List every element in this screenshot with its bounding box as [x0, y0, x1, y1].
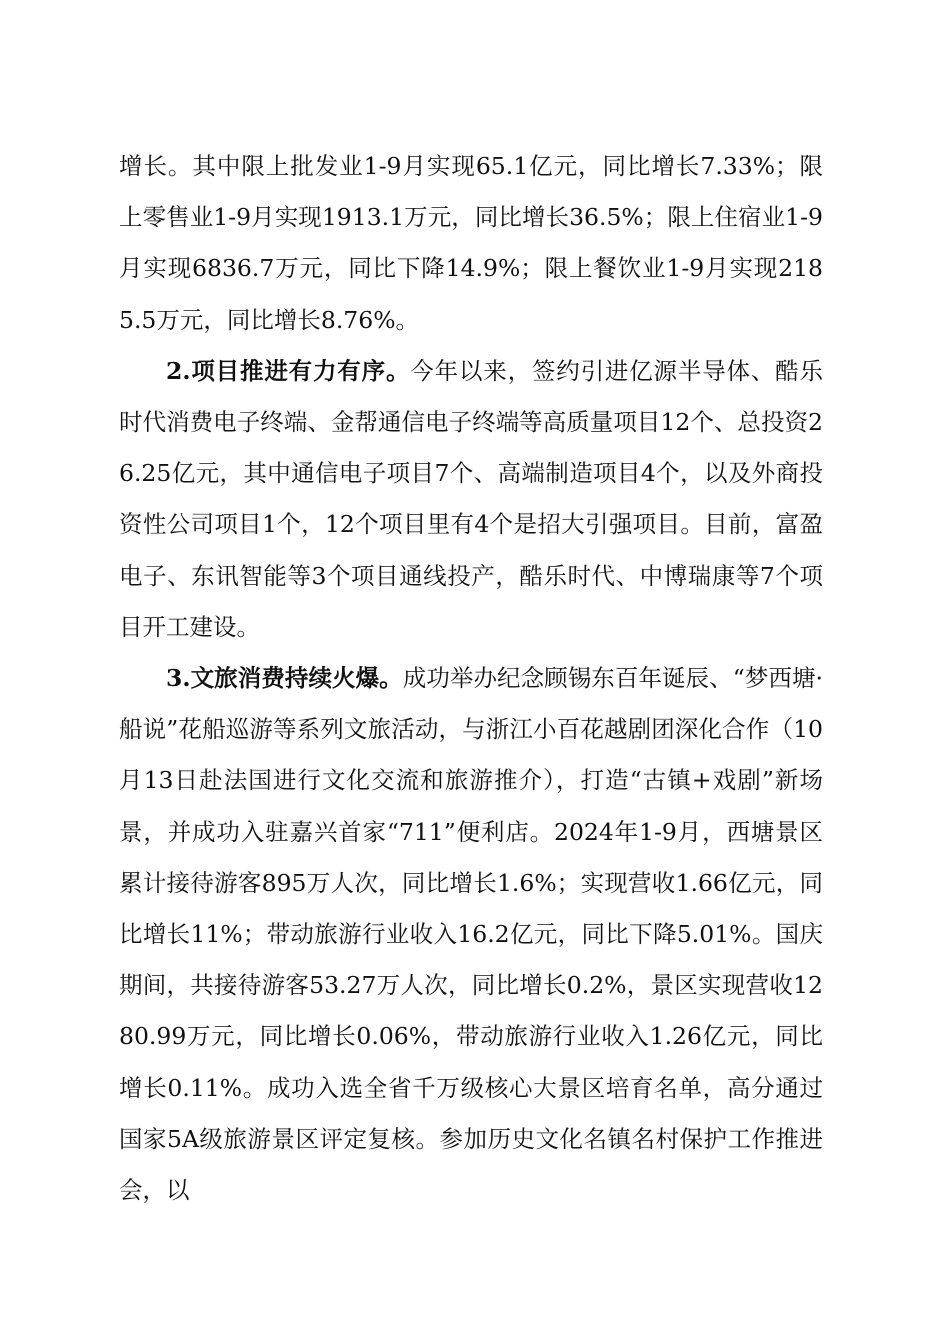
paragraph-text: 增长。其中限上批发业1-9月实现65.1亿元，同比增长7.33%；限上零售业1-9月实现1913.1万元，同比增长36.5%；限上住宿业1-9月实现6836.7万元，同比下降14.9%；限上餐饮业1-9月实现2185.5万元，同比增长8.76%。 [119, 152, 823, 334]
section-heading: 2.项目推进有力有序。 [166, 356, 411, 385]
paragraph-tourism [119, 653, 823, 1216]
paragraph-retail-growth [119, 141, 823, 346]
paragraph-text: 今年以来，签约引进亿源半导体、酷乐时代消费电子终端、金帮通信电子终端等高质量项目12个、总投资26.25亿元，其中通信电子项目7个、高端制造项目4个，以及外商投资性公司项目1个，12个项目里有4个是招大引强项目。目前，富盈电子、东讯智能等3个项目通线投产，酷乐时代、中博瑞康等7个项目开工建设。 [119, 356, 823, 641]
section-heading: 3.文旅消费持续火爆。 [166, 664, 403, 693]
paragraph-project-progress [119, 346, 823, 653]
document-body [119, 141, 823, 1216]
paragraph-text: 成功举办纪念顾锡东百年诞辰、“梦西塘·船说”花船巡游等系列文旅活动，与浙江小百花越剧团深化合作（10月13日赴法国进行文化交流和旅游推介），打造“古镇+戏剧”新场景，并成功入驻嘉兴首家“711”便利店。2024年1-9月，西塘景区累计接待游客895万人次，同比增长1.6%；实现营收1.66亿元，同比增长11%；带动旅游行业收入16.2亿元，同比下降5.01%。国庆期间，共接待游客53.27万人次，同比增长0.2%，景区实现营收1280.99万元，同比增长0.06%，带动旅游行业收入1.26亿元，同比增长0.11%。成功入选全省千万级核心大景区培育名单，高分通过国家5A级旅游景区评定复核。参加历史文化名镇名村保护工作推进会，以 [119, 664, 823, 1205]
